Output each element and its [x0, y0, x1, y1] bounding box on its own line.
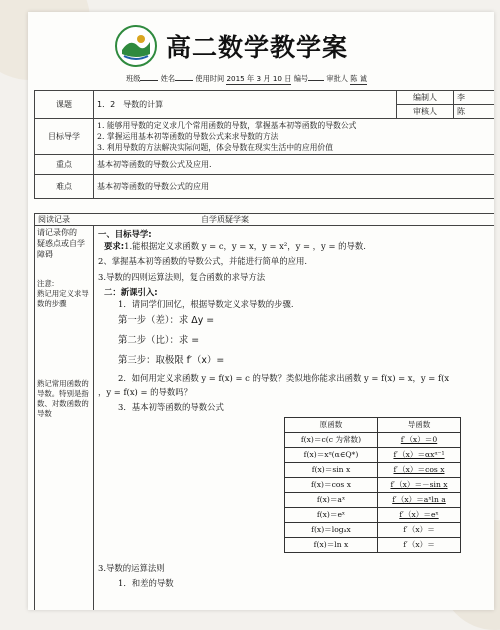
- requirement-2: 2、掌握基本初等函数的导数公式，并能进行简单的应用.: [98, 256, 307, 266]
- table-row: f(x)＝cos x f′（x）＝－sin x: [285, 478, 461, 493]
- rules-heading: 3.导数的运算法则: [98, 563, 165, 573]
- topic-label: 课题: [35, 91, 94, 119]
- editor-label: 编制人: [397, 91, 454, 105]
- class-label: 班级: [126, 74, 141, 83]
- reviewer-label: 审批人: [326, 74, 348, 83]
- column-divider: [93, 225, 94, 610]
- question-3: 3．基本初等函数的导数公式: [118, 402, 224, 412]
- document-page: [28, 12, 494, 610]
- school-logo: [114, 24, 158, 68]
- editor-value: 李: [454, 91, 495, 105]
- question-2-line-2: ，y = f(x) = 的导数吗？: [98, 387, 193, 397]
- goal-item: 2. 掌握运用基本初等函数的导数公式来求导数的方法: [97, 132, 279, 141]
- requirement-3: 3.导数的四则运算法则，复合函数的求导方法: [98, 272, 266, 282]
- reviewer-value: 陈 诚: [350, 74, 367, 83]
- record-note: 请记录你的 疑惑点或自学 障碍: [37, 228, 85, 259]
- table-row: f(x)＝sin x f′（x）＝cos x: [285, 463, 461, 478]
- question-2-line-1: 2．如何用定义求函数 y = f(x) = c 的导数？类似地你能求出函数 y = f(x) = x，y = f(x: [118, 373, 450, 383]
- name-label: 姓名: [160, 74, 176, 83]
- derivative-formula-table: [284, 417, 461, 553]
- self-study-label: 自学质疑学案: [201, 215, 249, 224]
- meta-line: [126, 74, 367, 85]
- question-1: 1．请同学们回忆，根据导数定义求导数的步骤.: [118, 299, 294, 309]
- table-row: f(x)＝logₐx f′（x）＝: [285, 523, 461, 538]
- goal-item: 1. 能够用导数的定义求几个常用函数的导数，掌握基本初等函数的导数公式: [97, 121, 357, 130]
- note-common-derivatives: 熟记常用函数的 导数。特别是指 数、对数函数的 导数: [37, 379, 89, 418]
- page-title: 高二数学教学案: [166, 33, 349, 62]
- step-1: 第一步（差）：求 Δy =: [118, 315, 215, 326]
- time-label: 使用时间: [195, 74, 225, 83]
- read-record-label: 阅读记录: [38, 215, 70, 224]
- header-table: [34, 90, 494, 199]
- rules-item-1: 1．和差的导数: [118, 578, 174, 588]
- topic-value: 1．2 导数的计算: [94, 91, 397, 119]
- table-row: f(x)＝aˣ f′（x）＝aˣln a: [285, 493, 461, 508]
- table-row: f(x)＝xᵅ(α∈Q*) f′（x）＝αxᵅ⁻¹: [285, 448, 461, 463]
- table-row: f(x)＝c(c 为常数) f′（x）＝0: [285, 433, 461, 448]
- requirement-1: 要求:1.能根据定义求函数 y = c，y = x，y = x²，y = ，y = 的导数.: [104, 241, 366, 251]
- goals-label: 目标导学: [35, 119, 94, 155]
- self-study-section: [34, 213, 494, 610]
- goal-heading: 一、目标导学:: [98, 229, 152, 239]
- table-row: f(x)＝eˣ f′（x）＝eˣ: [285, 508, 461, 523]
- step-3: 第三步：取极限 f′（x）=: [118, 355, 225, 366]
- new-lesson-heading: 二：新课引入:: [104, 287, 158, 297]
- table-header: 导函数: [378, 418, 461, 433]
- time-value: 2015 年 3 月 10 日: [226, 74, 292, 83]
- note-definition-steps: 注意: 熟记用定义求导 数的步骤: [37, 279, 89, 308]
- table-header: 原函数: [285, 418, 378, 433]
- difficulty-value: 基本初等函数的导数公式的应用: [94, 175, 495, 199]
- key-label: 重点: [35, 155, 94, 175]
- auditor-label: 审核人: [397, 105, 454, 119]
- auditor-value: 陈: [454, 105, 495, 119]
- table-row: f(x)＝ln x f′（x）＝: [285, 538, 461, 553]
- difficulty-label: 难点: [35, 175, 94, 199]
- section-header: [35, 214, 494, 226]
- number-label: 编号: [293, 74, 309, 83]
- key-value: 基本初等函数的导数公式及应用.: [94, 155, 495, 175]
- goal-item: 3. 利用导数的方法解决实际问题，体会导数在现实生活中的应用价值: [97, 143, 334, 152]
- step-2: 第二步（比）：求 =: [118, 335, 200, 346]
